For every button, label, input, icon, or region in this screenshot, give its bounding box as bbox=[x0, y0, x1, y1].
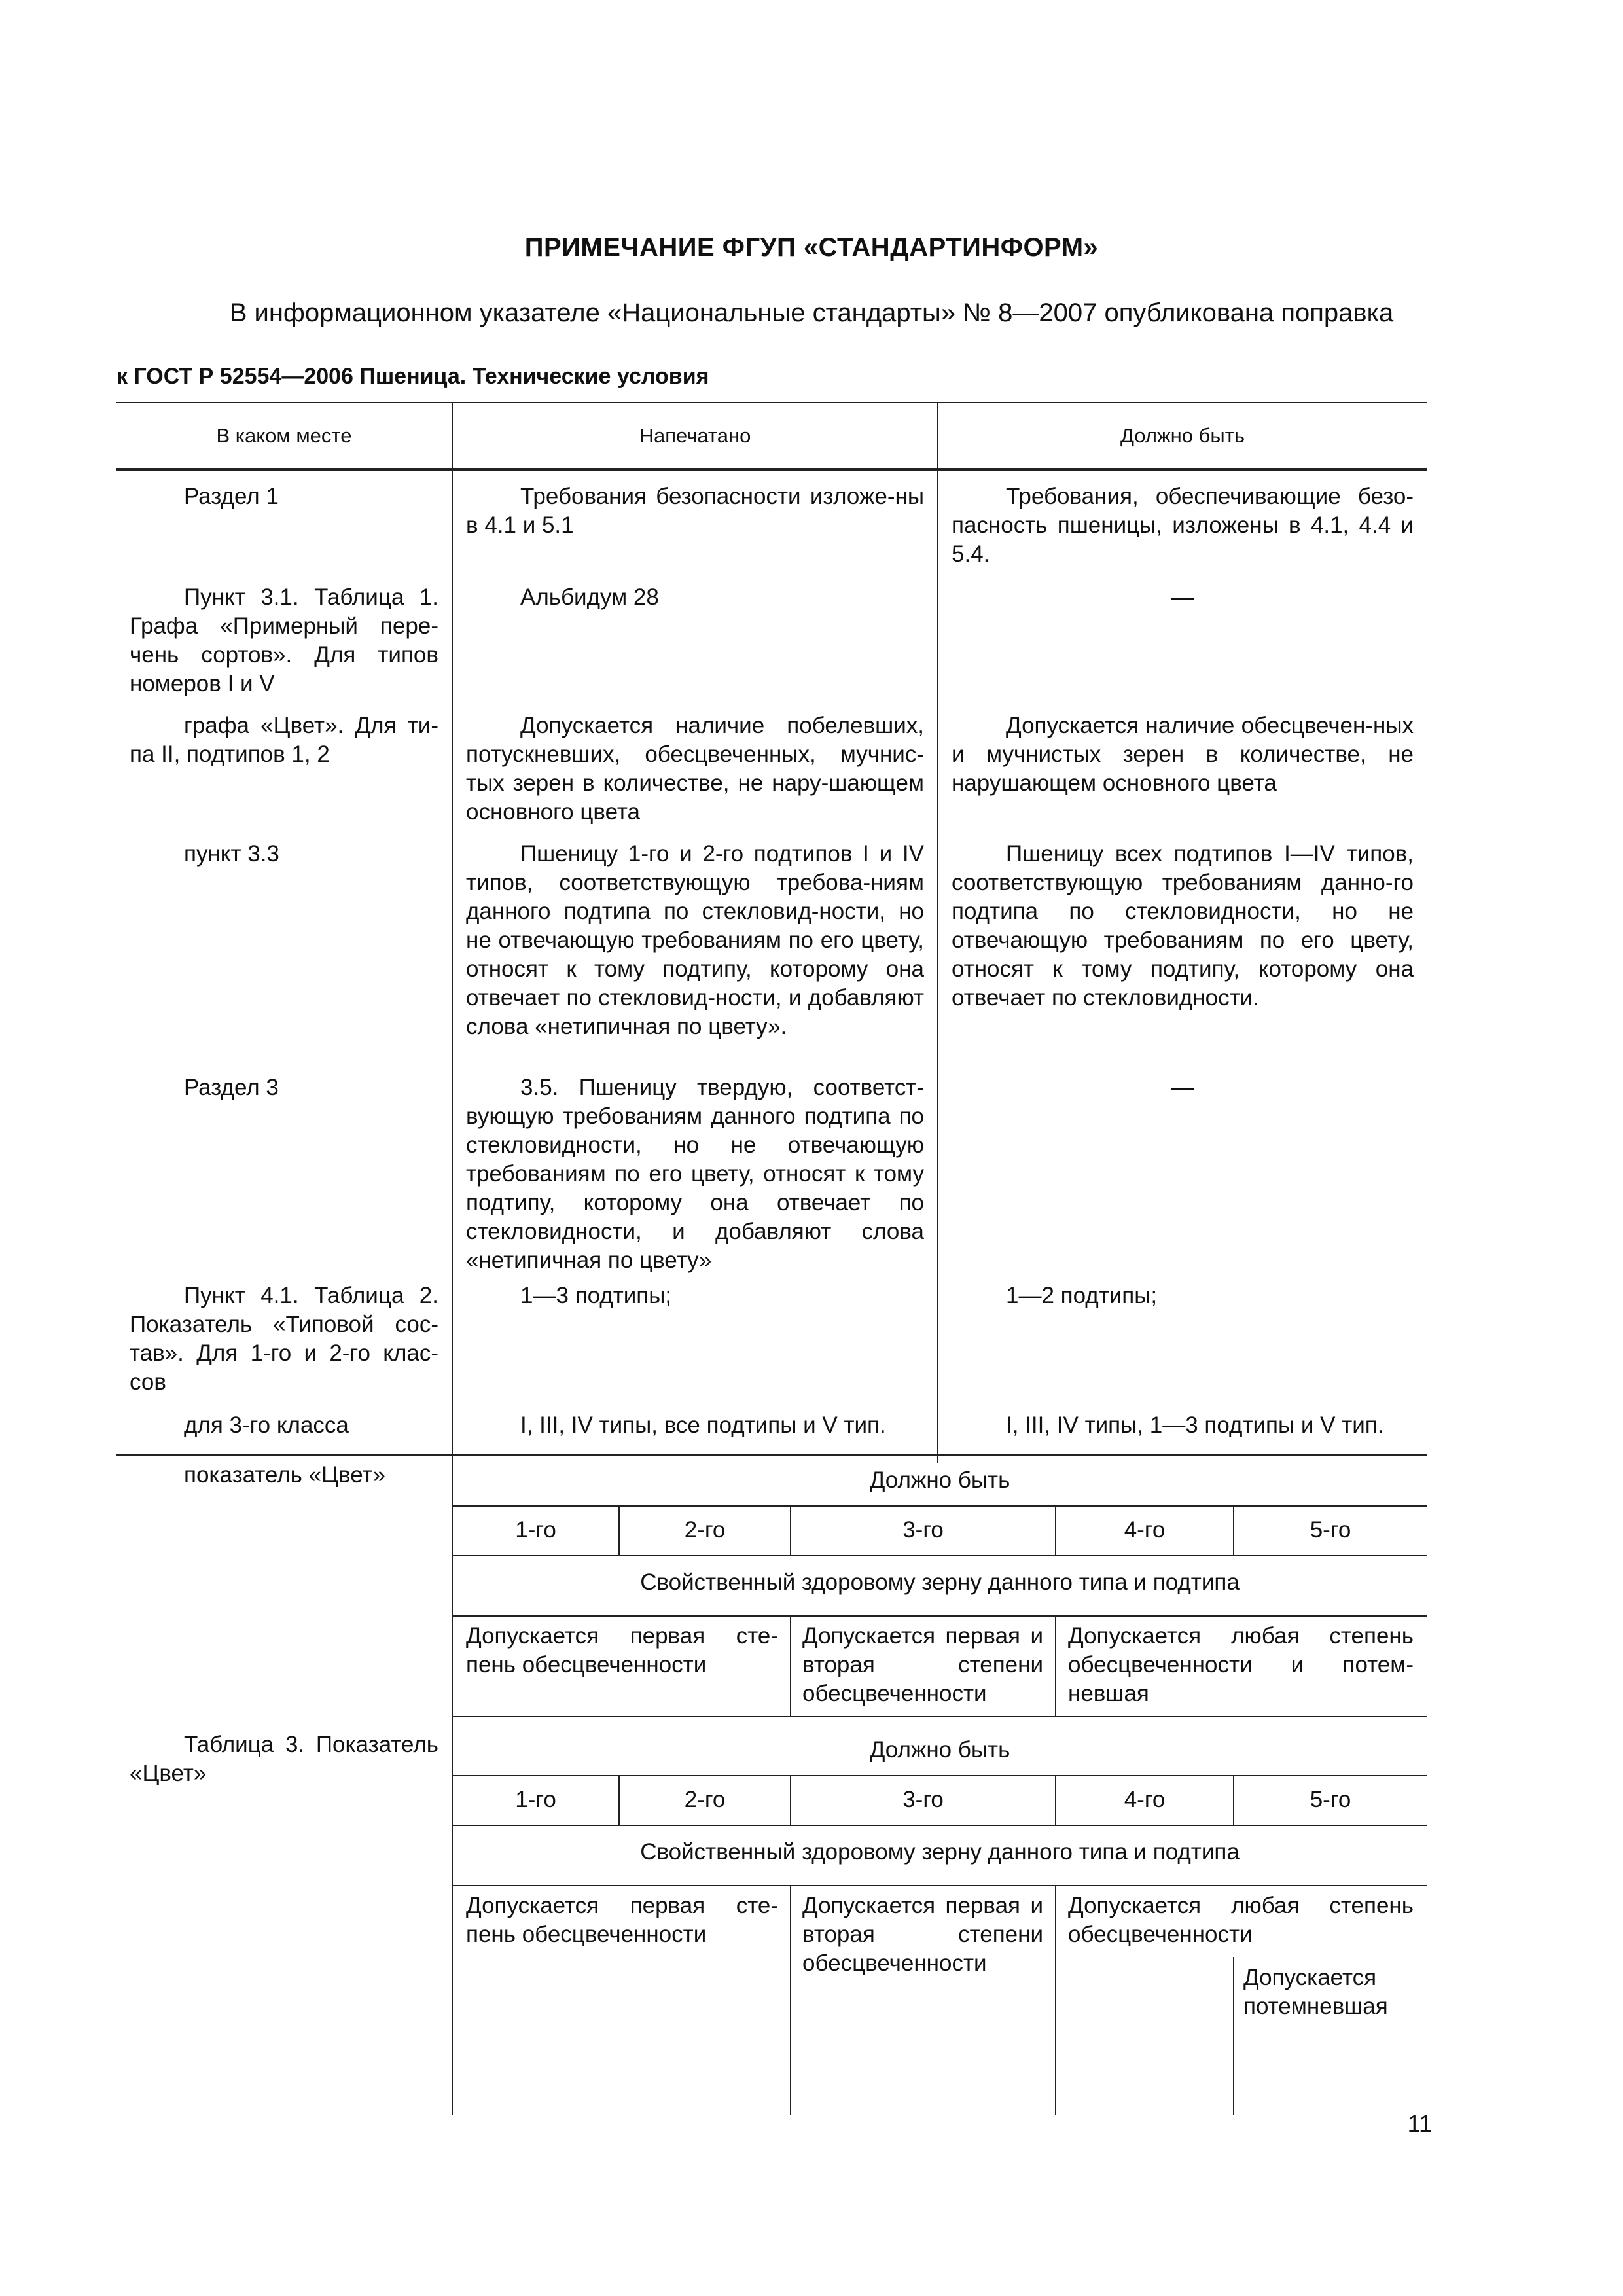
color-text-class-3: Допускается первая и вторая степени обесцвеченности bbox=[802, 1893, 1043, 1976]
color-text-class-1-2: Допускается первая сте-пень обесцвеченности bbox=[466, 1893, 778, 1947]
table-top-rule bbox=[116, 402, 1427, 403]
column-divider bbox=[452, 402, 453, 1463]
common-color-text: Свойственный здоровому зерну данного типа и подтипа bbox=[640, 1570, 1240, 1595]
row-rule bbox=[452, 1555, 1427, 1556]
intro-text: В информационном указателе «Национальные стандарты» № 8—2007 опубликована поправка bbox=[229, 298, 1394, 327]
subtable-header: Должно быть bbox=[869, 1737, 1010, 1763]
row-rule bbox=[452, 1775, 1427, 1776]
color-text-class-3: Допускается первая и вторая степени обесцвеченности bbox=[802, 1623, 1043, 1706]
color-text-class-4-5: Допускается любая степень обесцвеченности и потем-невшая bbox=[1068, 1623, 1414, 1706]
standard-subtitle: к ГОСТ Р 52554—2006 Пшеница. Технические условия bbox=[116, 364, 709, 389]
class-label: 2-го bbox=[684, 1787, 726, 1812]
class-label: 3-го bbox=[902, 1517, 944, 1543]
class-label: 2-го bbox=[684, 1517, 726, 1543]
cell-printed: Требования безопасности изложе-ны в 4.1 и 5.1 bbox=[466, 484, 924, 538]
class-label: 5-го bbox=[1310, 1517, 1351, 1543]
row-rule bbox=[116, 1454, 1427, 1456]
subtable-header: Должно быть bbox=[869, 1467, 1010, 1493]
cell-should: 1—2 подтипы; bbox=[1006, 1283, 1158, 1308]
cell-should: — bbox=[1171, 584, 1194, 610]
cell-should: Допускается наличие обесцвечен-ных и мучнистых зерен в количестве, не нарушающем основного цвета bbox=[952, 713, 1414, 796]
cell-place: показатель «Цвет» bbox=[184, 1462, 385, 1488]
cell-should: — bbox=[1171, 1075, 1194, 1100]
row-rule bbox=[452, 1885, 1427, 1886]
color-text-class-5: Допускается потемневшая bbox=[1243, 1965, 1388, 2019]
cell-printed: Альбидум 28 bbox=[520, 584, 659, 610]
row-rule bbox=[452, 1505, 1427, 1507]
cell-printed: Допускается наличие побелевших, потускневших, обесцвеченных, мучнис-тых зерен в количестве, не нару-шающем основного цвета bbox=[466, 713, 924, 825]
class-label: 3-го bbox=[902, 1787, 944, 1812]
column-divider bbox=[790, 1615, 791, 1716]
cell-place: графа «Цвет». Для ти-па II, подтипов 1, 2 bbox=[130, 713, 438, 767]
row-rule bbox=[452, 1716, 1427, 1717]
class-label: 1-го bbox=[515, 1517, 556, 1543]
column-header-should: Должно быть bbox=[1120, 424, 1245, 447]
column-header-place: В каком месте bbox=[216, 424, 352, 447]
row-rule bbox=[452, 1825, 1427, 1826]
cell-place: Таблица 3. Показатель «Цвет» bbox=[130, 1732, 438, 1786]
cell-should: I, III, IV типы, 1—3 подтипы и V тип. bbox=[1006, 1412, 1384, 1438]
cell-place: пункт 3.3 bbox=[184, 841, 279, 867]
cell-place: Раздел 3 bbox=[184, 1075, 279, 1100]
class-label: 1-го bbox=[515, 1787, 556, 1812]
cell-should: Пшеницу всех подтипов I—IV типов, соответствующую требованиям данно-го подтипа по стекловидности, но не отвечающую требованиям по его цвету, относят к тому подтипу, которому она отвечает по стекловидности. bbox=[952, 841, 1414, 1011]
column-divider bbox=[1055, 1615, 1056, 1716]
class-label: 4-го bbox=[1124, 1787, 1166, 1812]
cell-printed: 1—3 подтипы; bbox=[520, 1283, 672, 1308]
column-divider bbox=[1233, 1957, 1234, 2115]
cell-printed: Пшеницу 1-го и 2-го подтипов I и IV типов, соответствующую требова-ниям данного подтипа по стекловид-ности, но не отвечающую требованиям по его цвету, относят к тому подтипу, которому она отвечает по стекловид-ности, и добавляют слова «нетипичная по цвету». bbox=[466, 841, 924, 1039]
page-number: 11 bbox=[1407, 2110, 1432, 2137]
cell-printed: 3.5. Пшеницу твердую, соответст-вующую требованиям данного подтипа по стекловидности, но не отвечающую требованиям по его цвету, относят к тому подтипу, которому она отвечает по стекловидности, и добавляют слова «нетипичная по цвету» bbox=[466, 1075, 924, 1273]
column-header-printed: Напечатано bbox=[639, 424, 751, 447]
cell-place: Пункт 3.1. Таблица 1. Графа «Примерный пере-чень сортов». Для типов номеров I и V bbox=[130, 584, 438, 696]
column-divider bbox=[452, 1454, 453, 2115]
column-divider bbox=[1055, 1885, 1056, 2115]
class-label: 5-го bbox=[1310, 1787, 1351, 1812]
cell-place: Пункт 4.1. Таблица 2. Показатель «Типовой сос-тав». Для 1-го и 2-го клас-сов bbox=[130, 1283, 438, 1395]
column-divider bbox=[937, 402, 938, 1463]
cell-should: Требования, обеспечивающие безо-пасность пшеницы, изложены в 4.1, 4.4 и 5.4. bbox=[952, 484, 1414, 567]
class-label: 4-го bbox=[1124, 1517, 1166, 1543]
page-heading: ПРИМЕЧАНИЕ ФГУП «СТАНДАРТИНФОРМ» bbox=[524, 233, 1099, 262]
color-text-class-1-2: Допускается первая сте-пень обесцвеченности bbox=[466, 1623, 778, 1677]
column-divider bbox=[790, 1885, 791, 2115]
cell-place: Раздел 1 bbox=[184, 484, 279, 509]
color-text-class-4-5: Допускается любая степень обесцвеченности bbox=[1068, 1893, 1414, 1947]
cell-printed: I, III, IV типы, все подтипы и V тип. bbox=[520, 1412, 886, 1438]
row-rule bbox=[452, 1615, 1427, 1617]
common-color-text: Свойственный здоровому зерну данного типа и подтипа bbox=[640, 1839, 1240, 1865]
cell-place: для 3-го класса bbox=[184, 1412, 349, 1438]
table-header-rule bbox=[116, 468, 1427, 471]
